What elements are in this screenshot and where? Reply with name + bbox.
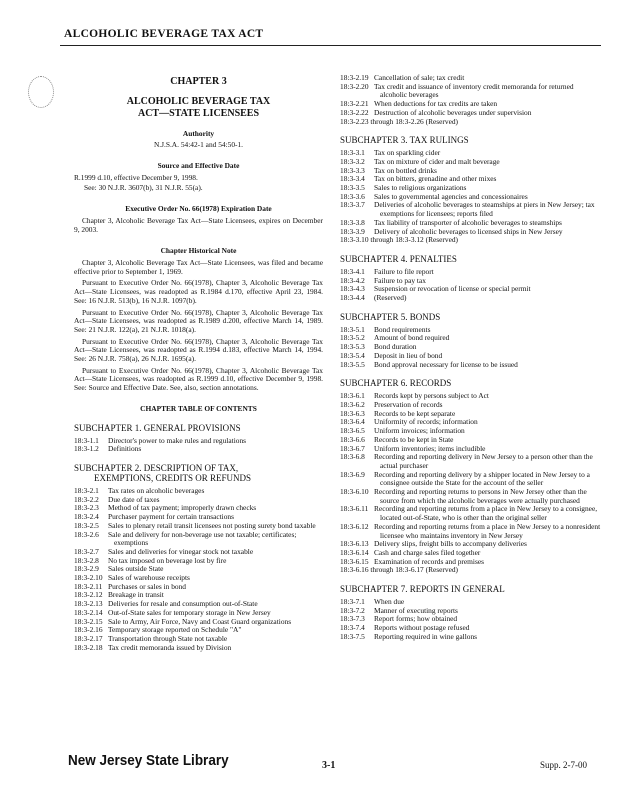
section-number: 18:3-5.5 <box>340 359 365 369</box>
toc-entry <box>340 294 602 303</box>
section-number: 18:3-1.2 <box>74 444 99 454</box>
section-title: Destruction of alcoholic beverages under supervision <box>374 107 532 117</box>
section-title: Sales to religious organizations <box>374 183 467 193</box>
toc-entry <box>340 523 602 540</box>
section-number: 18:3-4.4 <box>340 293 365 303</box>
section-title: Tax credit memoranda issued by Division <box>108 642 232 652</box>
right-column <box>340 74 602 642</box>
section-number: 18:3-3.6 <box>340 191 365 201</box>
section-title: Tax credit and issuance of inventory credit memoranda for returned alcoholic beverages <box>374 81 574 100</box>
chapter-number: CHAPTER 3 <box>170 76 227 87</box>
subchapter-2-title-line-2: EXEMPTIONS, CREDITS OR REFUNDS <box>94 472 252 483</box>
section-number: 18:3-2.19 <box>340 73 369 82</box>
section-title: Uniformity of records; information <box>374 417 478 427</box>
toc-entry <box>340 453 602 470</box>
subchapter-5-list <box>340 326 602 370</box>
section-title: Recording and reporting returns from a place in New Jersey to a consignee, located out-of-State, who is other than the original seller <box>374 504 598 523</box>
subchapter-3-title: SUBCHAPTER 3. TAX RULINGS <box>340 135 469 146</box>
section-number: 18:3-3.5 <box>340 183 365 193</box>
subchapter-6-list <box>340 392 602 566</box>
section-title: Method of tax payment; improperly drawn checks <box>108 503 257 513</box>
section-number: 18:3-4.3 <box>340 284 365 294</box>
section-number: 18:3-6.12 <box>340 521 369 531</box>
section-title: Tax liability of transporter of alcoholic beverages to steamships <box>374 217 562 227</box>
history-paragraph: Pursuant to Executive Order No. 66(1978), Chapter 3, Alcoholic Beverage Tax Act—State Licensees, was readopted as R.1984 d.170, effective April 23, 1984. See: 16 N.J.R. 513(b), 16 N.J.R. 1097(b). <box>74 278 323 305</box>
section-number: 18:3-2.7 <box>74 546 99 556</box>
section-title: Failure to pay tax <box>374 275 426 285</box>
section-title: Uniform invoices; information <box>374 426 465 436</box>
section-title: Amount of bond required <box>374 333 450 343</box>
section-title: Records kept by persons subject to Act <box>374 391 489 401</box>
section-title: Sales outside State <box>108 564 164 574</box>
section-number: 18:3-2.21 <box>340 99 369 109</box>
chapter-title <box>74 96 323 120</box>
section-title: Out-of-State sales for temporary storage in New Jersey <box>108 607 271 617</box>
section-title: Recording and reporting delivery in New Jersey to a person other than the actual purchaser <box>374 452 593 470</box>
section-title: Cancellation of sale; tax credit <box>374 73 465 82</box>
section-title: Uniform inventories; items includible <box>374 443 486 453</box>
section-number: 18:3-2.10 <box>74 573 103 583</box>
section-number: 18:3-6.9 <box>340 469 365 479</box>
section-number: 18:3-2.11 <box>74 581 103 591</box>
section-number: 18:3-6.10 <box>340 487 369 497</box>
section-title: (Reserved) <box>374 293 407 303</box>
section-title: Sales and deliveries for vinegar stock not taxable <box>108 546 254 556</box>
section-title: Tax on bitters, grenadine and other mixes <box>374 174 497 184</box>
section-title: Bond requirements <box>374 324 431 334</box>
left-column <box>74 74 323 652</box>
section-title: Delivery of alcoholic beverages to licensed ships in New Jersey <box>374 226 563 236</box>
toc-entry <box>74 531 323 548</box>
section-number: 18:3-3.3 <box>340 165 365 175</box>
subchapter-1-title: SUBCHAPTER 1. GENERAL PROVISIONS <box>74 422 241 433</box>
source-line-2: See: 30 N.J.R. 3607(b), 31 N.J.R. 55(a). <box>84 182 203 192</box>
subchapter-5-title: SUBCHAPTER 5. BONDS <box>340 311 441 322</box>
eo-text: Chapter 3, Alcoholic Beverage Tax Act—State Licensees, expires on December 9, 2003. <box>74 215 323 234</box>
section-number: 18:3-2.13 <box>74 599 103 609</box>
supplement-date: Supp. 2-7-00 <box>540 760 587 770</box>
history-notes <box>74 259 323 393</box>
section-number: 18:3-6.11 <box>340 504 369 514</box>
section-title: Due date of taxes <box>108 494 160 504</box>
library-mark-circle <box>28 76 54 108</box>
history-paragraph: Chapter 3, Alcoholic Beverage Tax Act—State Licensees, was filed and became effective prior to September 1, 1969. <box>74 258 323 276</box>
section-title: Tax on sparkling cider <box>374 148 441 158</box>
section-number: 18:3-2.6 <box>74 529 99 539</box>
section-number: 18:3-2.22 <box>340 107 369 117</box>
toc-entry <box>340 488 602 505</box>
continued-list <box>340 74 602 118</box>
section-number: 18:3-3.7 <box>340 200 365 210</box>
source-heading: Source and Effective Date <box>157 161 240 171</box>
section-title: Preservation of records <box>374 399 443 409</box>
section-number: 18:3-6.1 <box>340 391 365 401</box>
toc-entry <box>340 633 602 642</box>
section-number: 18:3-2.18 <box>74 642 103 652</box>
section-title: Failure to file report <box>374 266 434 276</box>
authority-heading: Authority <box>182 128 215 138</box>
section-title: Tax rates on alcoholic beverages <box>108 485 205 495</box>
section-number: 18:3-3.9 <box>340 226 365 236</box>
subchapter-3-list <box>340 149 602 236</box>
section-title: Records to be kept separate <box>374 408 456 418</box>
section-number: 18:3-2.3 <box>74 503 99 513</box>
section-number: 18:3-6.3 <box>340 408 365 418</box>
subchapter-4-list <box>340 268 602 303</box>
section-number: 18:3-2.8 <box>74 555 99 565</box>
section-number: 18:3-2.2 <box>74 494 99 504</box>
section-title: Cash and charge sales filed together <box>374 547 481 557</box>
subchapter-7-title: SUBCHAPTER 7. REPORTS IN GENERAL <box>340 584 505 595</box>
section-title: Transportation through State not taxable <box>108 633 228 643</box>
section-title: Bond duration <box>374 342 417 352</box>
section-number: 18:3-2.16 <box>74 625 103 635</box>
section-number: 18:3-6.2 <box>340 399 365 409</box>
section-number: 18:3-4.2 <box>340 275 365 285</box>
section-number: 18:3-6.14 <box>340 547 369 557</box>
section-number: 18:3-3.4 <box>340 174 365 184</box>
section-title: Temporary storage reported on Schedule "A" <box>108 625 242 635</box>
section-title: No tax imposed on beverage lost by fire <box>108 555 227 565</box>
section-number: 18:3-5.1 <box>340 324 365 334</box>
section-number: 18:3-2.20 <box>340 81 369 91</box>
section-title: Recording and reporting delivery by a shipper located in New Jersey to a consignee outside the State for the account of the seller <box>374 469 590 488</box>
subchapter-3-reserved: 18:3-3.10 through 18:3-3.12 (Reserved) <box>340 235 459 245</box>
history-heading: Chapter Historical Note <box>160 246 237 256</box>
section-title: Purchaser payment for certain transactions <box>108 512 235 522</box>
section-title: Purchases or sales in bond <box>108 581 186 591</box>
toc-entry <box>74 644 323 653</box>
section-number: 18:3-5.3 <box>340 342 365 352</box>
section-title: Tax on bottled drinks <box>374 165 437 175</box>
section-title: Reports without postage refused <box>374 623 470 633</box>
subchapter-2-title <box>74 463 323 483</box>
section-title: Sales to plenary retail transit licensees not posting surety bond taxable <box>108 520 316 530</box>
section-number: 18:3-7.1 <box>340 597 365 607</box>
section-title: Records to be kept in State <box>374 434 454 444</box>
library-stamp: New Jersey State Library <box>68 752 229 769</box>
section-number: 18:3-2.9 <box>74 564 99 574</box>
section-title: Deposit in lieu of bond <box>374 350 443 360</box>
section-number: 18:3-7.5 <box>340 631 365 641</box>
section-title: Sales of warehouse receipts <box>108 573 190 583</box>
continued-reserved: 18:3-2.23 through 18:3-2.26 (Reserved) <box>340 116 459 126</box>
section-title: Manner of executing reports <box>374 605 458 615</box>
history-paragraph: Pursuant to Executive Order No. 66(1978), Chapter 3, Alcoholic Beverage Tax Act—State Licensees, was readopted as R.1999 d.10, effective December 9, 1998. See: Source and Effective Date. See, also, section annotations. <box>74 365 323 393</box>
section-title: Sale to Army, Air Force, Navy and Coast Guard organizations <box>108 616 292 626</box>
section-number: 18:3-2.17 <box>74 633 103 643</box>
section-number: 18:3-6.5 <box>340 426 365 436</box>
history-paragraph: Pursuant to Executive Order No. 66(1978), Chapter 3, Alcoholic Beverage Tax Act—State Licensees, was readopted as R.1989 d.200, effective March 14, 1989. See: 21 N.J.R. 122(a), 21 N.J.R. 1018(a). <box>74 307 323 334</box>
section-number: 18:3-2.4 <box>74 512 99 522</box>
header-rule <box>60 45 601 46</box>
section-number: 18:3-3.1 <box>340 148 365 158</box>
section-number: 18:3-6.4 <box>340 417 365 427</box>
section-number: 18:3-3.8 <box>340 217 365 227</box>
section-title: Director's power to make rules and regulations <box>108 435 247 445</box>
section-number: 18:3-5.4 <box>340 350 365 360</box>
section-title: When deductions for tax credits are taken <box>374 99 498 109</box>
subchapter-2-title-line-1: SUBCHAPTER 2. DESCRIPTION OF TAX, <box>74 462 239 473</box>
section-number: 18:3-1.1 <box>74 435 99 445</box>
toc-entry <box>340 505 602 522</box>
section-number: 18:3-7.3 <box>340 614 365 624</box>
section-title: Reporting required in wine gallons <box>374 631 478 641</box>
subchapter-4-title: SUBCHAPTER 4. PENALTIES <box>340 253 457 264</box>
section-number: 18:3-6.8 <box>340 452 365 462</box>
section-number: 18:3-2.12 <box>74 590 103 600</box>
toc-entry <box>74 445 323 454</box>
section-title: Deliveries of alcoholic beverages to steamships at piers in New Jersey; tax exemptions for licensees; reports filed <box>374 200 595 219</box>
eo-heading: Executive Order No. 66(1978) Expiration Date <box>125 204 272 214</box>
toc-entry <box>340 361 602 370</box>
section-number: 18:3-3.2 <box>340 156 365 166</box>
section-title: Examination of records and premises <box>374 556 485 566</box>
section-number: 18:3-6.6 <box>340 434 365 444</box>
section-number: 18:3-6.7 <box>340 443 365 453</box>
subchapter-6-title: SUBCHAPTER 6. RECORDS <box>340 378 452 389</box>
toc-title: CHAPTER TABLE OF CONTENTS <box>140 403 257 413</box>
chapter-title-line-1: ALCOHOLIC BEVERAGE TAX <box>126 95 271 107</box>
section-number: 18:3-6.15 <box>340 556 369 566</box>
section-title: Sale and delivery for non-beverage use not taxable; certificates; exemptions <box>108 529 297 548</box>
subchapter-1-list <box>74 437 323 454</box>
section-number: 18:3-4.1 <box>340 266 365 276</box>
section-number: 18:3-2.15 <box>74 616 103 626</box>
section-number: 18:3-2.5 <box>74 520 99 530</box>
section-title: Sales to governmental agencies and concessionaires <box>374 191 528 201</box>
page-number: 3-1 <box>322 760 336 771</box>
toc-entry <box>340 83 602 100</box>
section-number: 18:3-7.4 <box>340 623 365 633</box>
section-number: 18:3-2.14 <box>74 607 103 617</box>
section-title: Suspension or revocation of license or special permit <box>374 284 531 294</box>
section-number: 18:3-5.2 <box>340 333 365 343</box>
source-line-1: R.1999 d.10, effective December 9, 1998. <box>74 172 198 182</box>
toc-entry <box>340 471 602 488</box>
section-title: Definitions <box>108 444 142 454</box>
section-title: Breakage in transit <box>108 590 164 600</box>
section-title: Recording and reporting returns from a place in New Jersey to a nonresident licensee who maintains inventory in New Jersey <box>374 521 601 540</box>
toc-entry <box>340 201 602 218</box>
authority-text: N.J.S.A. 54:42-1 and 54:50-1. <box>153 140 244 150</box>
section-number: 18:3-6.13 <box>340 539 369 549</box>
section-number: 18:3-2.1 <box>74 485 99 495</box>
subchapter-7-list <box>340 598 602 642</box>
section-title: Recording and reporting returns to persons in New Jersey other than the source from which the alcoholic beverages were actually purchased <box>374 487 587 505</box>
section-title: Deliveries for resale and consumption out-of-State <box>108 599 258 609</box>
running-head: ALCOHOLIC BEVERAGE TAX ACT <box>64 28 264 40</box>
section-title: Report forms; how obtained <box>374 614 458 624</box>
subchapter-2-list <box>74 487 323 652</box>
subchapter-6-reserved: 18:3-6.16 through 18:3-6.17 (Reserved) <box>340 565 459 575</box>
chapter-title-line-2: ACT—STATE LICENSEES <box>137 107 260 119</box>
section-title: Bond approval necessary for license to be issued <box>374 359 518 369</box>
section-title: Delivery slips, freight bills to accompany deliveries <box>374 539 527 549</box>
history-paragraph: Pursuant to Executive Order No. 66(1978), Chapter 3, Alcoholic Beverage Tax Act—State Licensees, was readopted as R.1994 d.183, effective March 14, 1994. See: 26 N.J.R. 758(a), 26 N.J.R. 1695(a). <box>74 336 323 364</box>
section-title: Tax on mixture of cider and malt beverage <box>374 156 500 166</box>
section-number: 18:3-7.2 <box>340 605 365 615</box>
section-title: When due <box>374 597 405 607</box>
